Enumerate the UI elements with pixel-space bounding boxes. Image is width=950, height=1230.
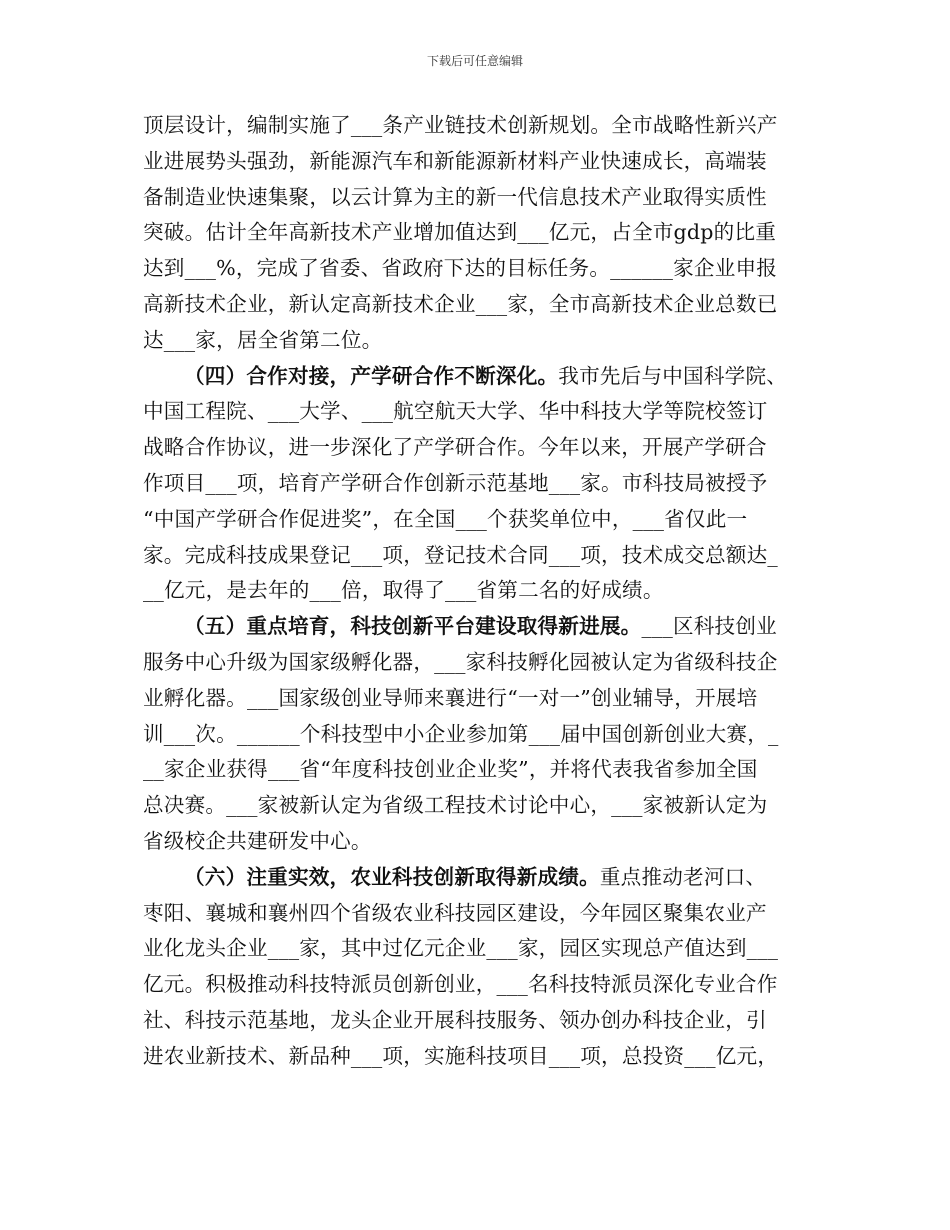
line-text: “中国产学研合作促进奖”，在全国___个获奖单位中，___省仅此一 — [143, 506, 748, 531]
text-line — [143, 752, 811, 788]
text-line — [143, 931, 811, 967]
text-line — [143, 287, 811, 323]
line-text: 作项目___项，培育产学研合作创新示范基地___家。市科技局被授予 — [143, 470, 768, 495]
text-line — [143, 144, 811, 180]
text-line — [143, 788, 811, 824]
line-text: __家企业获得___省“年度科技创业企业奖”，并将代表我省参加全国 — [143, 757, 758, 782]
section-heading-line — [143, 609, 811, 645]
line-text: 达___家，居全省第二位。 — [143, 327, 383, 352]
section-heading-line — [143, 359, 811, 395]
line-text: 战略合作协议，进一步深化了产学研合作。今年以来，开展产学研合 — [143, 435, 767, 460]
line-text: 亿元。积极推动科技特派员创新创业，___名科技特派员深化专业合作 — [143, 972, 778, 997]
line-text: 高新技术企业，新认定高新技术企业___家，全市高新技术企业总数已 — [143, 291, 778, 316]
line-text: 达到___%，完成了省委、省政府下达的目标任务。______家企业申报 — [143, 256, 778, 281]
line-text: __亿元，是去年的___倍，取得了___省第二名的好成绩。 — [143, 578, 664, 603]
text-line — [143, 1039, 811, 1075]
line-text: 进农业新技术、新品种___项，实施科技项目___项，总投资___亿元， — [143, 1043, 779, 1068]
text-line — [143, 430, 811, 466]
line-text: 业孵化器。___国家级创业导师来襄进行“一对一”创业辅导，开展培 — [143, 685, 758, 710]
document-body — [143, 108, 811, 1075]
text-line — [143, 466, 811, 502]
line-text: 服务中心升级为国家级孵化器，___家科技孵化园被认定为省级科技企 — [143, 649, 778, 674]
line-text: 业进展势头强劲，新能源汽车和新能源新材料产业快速成长，高端装 — [143, 148, 767, 173]
line-text: 重点推动老河口、 — [599, 864, 767, 889]
text-line — [143, 717, 811, 753]
text-line — [143, 394, 811, 430]
line-text: 社、科技示范基地，龙头企业开展科技服务、领办创办科技企业，引 — [143, 1007, 767, 1032]
text-line — [143, 502, 811, 538]
text-line — [143, 251, 811, 287]
text-line — [143, 1003, 811, 1039]
section-heading: （五）重点培育，科技创新平台建设取得新进展。 — [184, 614, 642, 639]
text-line — [143, 645, 811, 681]
line-text: 备制造业快速集聚，以云计算为主的新一代信息技术产业取得实质性 — [143, 184, 767, 209]
text-line — [143, 824, 811, 860]
text-line — [143, 180, 811, 216]
text-line — [143, 896, 811, 932]
line-text: ___区科技创业 — [641, 614, 777, 639]
line-text: 我市先后与中国科学院、 — [558, 363, 788, 388]
text-line — [143, 967, 811, 1003]
section-heading: （六）注重实效，农业科技创新取得新成绩。 — [184, 864, 600, 889]
line-text: 总决赛。___家被新认定为省级工程技术讨论中心，___家被新认定为 — [143, 793, 768, 818]
text-line — [143, 538, 811, 574]
line-text: 家。完成科技成果登记___项，登记技术合同___项，技术成交总额达_ — [143, 542, 778, 567]
text-line — [143, 108, 811, 144]
text-line — [143, 323, 811, 359]
line-text: 突破。估计全年高新技术产业增加值达到___亿元，占全市gdp的比重 — [143, 220, 777, 245]
line-text: 训___次。______个科技型中小企业参加第___届中国创新创业大赛，_ — [143, 721, 779, 746]
section-heading-line — [143, 860, 811, 896]
section-heading: （四）合作对接，产学研合作不断深化。 — [184, 363, 559, 388]
line-text: 业化龙头企业___家，其中过亿元企业___家，园区实现总产值达到___ — [143, 936, 779, 961]
text-line — [143, 681, 811, 717]
text-line — [143, 215, 811, 251]
text-line — [143, 573, 811, 609]
line-text: 枣阳、襄城和襄州四个省级农业科技园区建设，今年园区聚集农业产 — [143, 900, 767, 925]
line-text: 中国工程院、___大学、___航空航天大学、华中科技大学等院校签订 — [143, 399, 768, 424]
page-header-note: 下载后可任意编辑 — [426, 54, 523, 68]
line-text: 顶层设计，编制实施了___条产业链技术创新规划。全市战略性新兴产 — [143, 113, 778, 137]
line-text: 省级校企共建研发中心。 — [143, 828, 372, 853]
